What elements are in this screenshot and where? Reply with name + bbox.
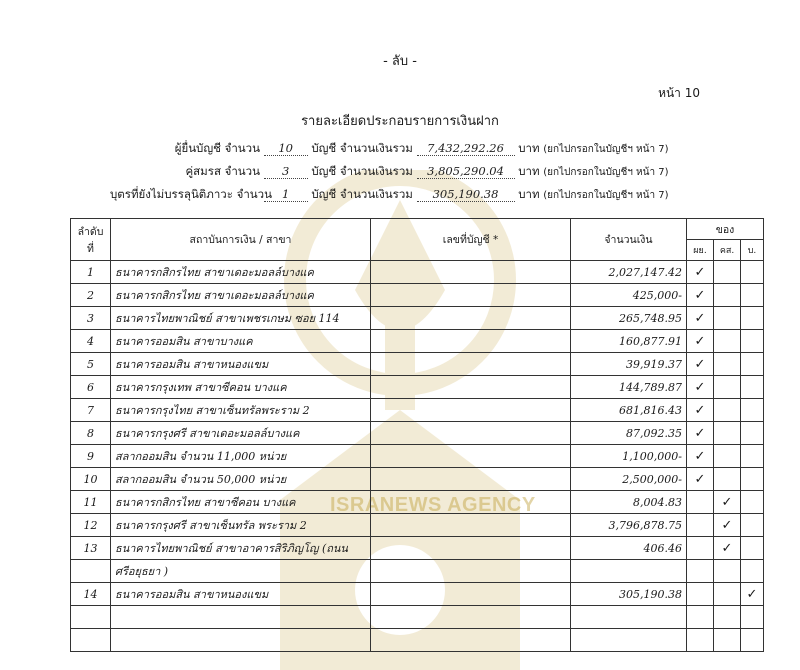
owner-check-cell [714,307,741,330]
row-institution [111,606,371,629]
check-icon: ✓ [694,333,706,349]
summary-line-declarant [110,140,669,158]
row-number: 13 [71,537,111,560]
row-account-number [371,537,571,560]
owner-check-cell [741,422,764,445]
table-row [71,284,764,307]
check-icon: ✓ [694,425,706,441]
check-icon: ✓ [694,287,706,303]
row-number [71,629,111,652]
owner-check-cell [687,353,714,376]
owner-check-cell [687,330,714,353]
owner-check-cell [687,261,714,284]
row-institution: ธนาคารกรุงเทพ สาขาซีคอน บางแค [111,376,371,399]
check-icon: ✓ [694,356,706,372]
row-account-number [371,491,571,514]
owner-check-cell [687,284,714,307]
row-account-number [371,606,571,629]
row-amount: 305,190.38 [571,583,687,606]
owner-check-cell [741,606,764,629]
summary-unit: บัญชี จำนวนเงินรวม [311,141,413,155]
owner-check-cell [714,284,741,307]
owner-check-cell [741,537,764,560]
table-row [71,399,764,422]
owner-check-cell [714,399,741,422]
watermark-text: ISRANEWS AGENCY [330,494,536,516]
row-amount: 39,919.37 [571,353,687,376]
row-number [71,606,111,629]
row-amount: 265,748.95 [571,307,687,330]
row-institution: ธนาคารกสิกรไทย สาขาเดอะมอลล์บางแค [111,261,371,284]
owner-check-cell [687,537,714,560]
check-icon: ✓ [721,517,733,533]
owner-check-cell [741,445,764,468]
owner-check-cell [687,307,714,330]
owner-check-cell [687,376,714,399]
row-account-number [371,376,571,399]
row-number: 12 [71,514,111,537]
summary-currency: บาท [518,187,540,201]
row-institution: ศรีอยุธยา ) [111,560,371,583]
table-row [71,606,764,629]
classification-label: - ลับ - [383,54,417,69]
row-amount [571,629,687,652]
col-header-owner-spouse: คส. [714,240,741,261]
owner-check-cell [687,583,714,606]
owner-check-cell [687,606,714,629]
row-amount [571,606,687,629]
owner-check-cell [687,422,714,445]
row-number: 8 [71,422,111,445]
row-account-number [371,330,571,353]
check-icon: ✓ [694,379,706,395]
owner-check-cell [714,468,741,491]
summary-currency: บาท [518,164,540,178]
table-row [71,422,764,445]
row-account-number [371,422,571,445]
row-institution: สลากออมสิน จำนวน 50,000 หน่วย [111,468,371,491]
owner-check-cell [687,491,714,514]
page-number: หน้า 10 [658,86,700,100]
row-number: 4 [71,330,111,353]
row-number: 5 [71,353,111,376]
owner-check-cell [714,537,741,560]
table-row [71,307,764,330]
owner-check-cell [741,468,764,491]
row-institution: ธนาคารไทยพาณิชย์ สาขาอาคารสิริภิญโญ (ถนน [111,537,371,560]
owner-check-cell [741,307,764,330]
summary-label: คู่สมรส จำนวน [185,164,260,178]
summary-note: (ยกไปกรอกในบัญชีฯ หน้า 7) [543,167,669,178]
row-account-number [371,353,571,376]
owner-check-cell [714,583,741,606]
owner-check-cell [741,583,764,606]
row-number: 2 [71,284,111,307]
row-number: 14 [71,583,111,606]
row-amount: 2,027,147.42 [571,261,687,284]
row-amount: 425,000- [571,284,687,307]
col-header-no: ลำดับ ที่ [71,219,111,261]
owner-check-cell [687,629,714,652]
row-number: 3 [71,307,111,330]
summary-count: 3 [264,164,308,179]
owner-check-cell [741,284,764,307]
owner-check-cell [714,445,741,468]
summary-label: ผู้ยื่นบัญชี จำนวน [174,141,260,155]
owner-check-cell [714,376,741,399]
check-icon: ✓ [694,471,706,487]
row-account-number [371,514,571,537]
table-row [71,491,764,514]
row-institution: สลากออมสิน จำนวน 11,000 หน่วย [111,445,371,468]
row-number: 7 [71,399,111,422]
owner-check-cell [687,399,714,422]
owner-check-cell [741,491,764,514]
owner-check-cell [741,330,764,353]
owner-check-cell [741,353,764,376]
col-header-institution: สถาบันการเงิน / สาขา [111,219,371,261]
owner-check-cell [714,353,741,376]
summary-unit: บัญชี จำนวนเงินรวม [311,164,413,178]
row-amount: 1,100,000- [571,445,687,468]
row-account-number [371,629,571,652]
table-row [71,629,764,652]
summary-total: 7,432,292.26 [417,141,515,156]
summary-currency: บาท [518,141,540,155]
row-amount [571,560,687,583]
row-institution: ธนาคารกรุงศรี สาขาเซ็นทรัล พระราม 2 [111,514,371,537]
row-number: 9 [71,445,111,468]
owner-check-cell [714,629,741,652]
owner-check-cell [687,468,714,491]
owner-check-cell [714,560,741,583]
row-institution: ธนาคารออมสิน สาขาหนองแขม [111,353,371,376]
owner-check-cell [714,330,741,353]
row-number: 1 [71,261,111,284]
table-row [71,583,764,606]
table-row [71,261,764,284]
row-account-number [371,261,571,284]
check-icon: ✓ [694,402,706,418]
row-account-number [371,583,571,606]
check-icon: ✓ [694,448,706,464]
col-header-account: เลขที่บัญชี * [371,219,571,261]
owner-check-cell [714,491,741,514]
table-row [71,445,764,468]
owner-check-cell [741,629,764,652]
row-account-number [371,445,571,468]
owner-check-cell [741,261,764,284]
row-institution: ธนาคารไทยพาณิชย์ สาขาเพชรเกษม ซอย 114 [111,307,371,330]
owner-check-cell [741,514,764,537]
row-institution: ธนาคารกรุงศรี สาขาเดอะมอลล์บางแค [111,422,371,445]
row-institution: ธนาคารออมสิน สาขาบางแค [111,330,371,353]
check-icon: ✓ [746,586,758,602]
owner-check-cell [741,376,764,399]
owner-check-cell [714,606,741,629]
row-amount: 406.46 [571,537,687,560]
summary-label: บุตรที่ยังไม่บรรลุนิติภาวะ จำนวน [110,187,272,201]
row-institution: ธนาคารกรุงไทย สาขาเซ็นทรัลพระราม 2 [111,399,371,422]
owner-check-cell [714,261,741,284]
row-amount: 2,500,000- [571,468,687,491]
deposits-table [70,218,764,652]
col-header-owner-declarant: ผย. [687,240,714,261]
check-icon: ✓ [721,540,733,556]
check-icon: ✓ [721,494,733,510]
check-icon: ✓ [694,310,706,326]
owner-check-cell [687,514,714,537]
row-institution: ธนาคารกสิกรไทย สาขาซีคอน บางแค [111,491,371,514]
table-row [71,560,764,583]
owner-check-cell [714,514,741,537]
owner-check-cell [741,560,764,583]
row-account-number [371,284,571,307]
row-account-number [371,307,571,330]
page-title: รายละเอียดประกอบรายการเงินฝาก [301,114,499,129]
summary-note: (ยกไปกรอกในบัญชีฯ หน้า 7) [543,190,669,201]
owner-check-cell [687,445,714,468]
summary-note: (ยกไปกรอกในบัญชีฯ หน้า 7) [543,144,669,155]
row-institution: ธนาคารออมสิน สาขาหนองแขม [111,583,371,606]
check-icon: ✓ [694,264,706,280]
table-row [71,376,764,399]
row-account-number [371,399,571,422]
row-number: 11 [71,491,111,514]
col-header-amount: จำนวนเงิน [571,219,687,261]
summary-total: 305,190.38 [417,187,515,202]
summary-count: 10 [264,141,308,156]
table-row [71,468,764,491]
row-amount: 144,789.87 [571,376,687,399]
summary-total: 3,805,290.04 [417,164,515,179]
owner-check-cell [714,422,741,445]
table-row [71,330,764,353]
row-account-number [371,468,571,491]
row-amount: 8,004.83 [571,491,687,514]
row-institution [111,629,371,652]
table-row [71,514,764,537]
table-row [71,537,764,560]
deposits-table-body [71,261,764,652]
summary-line-spouse [110,163,669,181]
table-row [71,353,764,376]
summary-count: 1 [264,187,308,202]
row-amount: 160,877.91 [571,330,687,353]
row-amount: 87,092.35 [571,422,687,445]
owner-check-cell [687,560,714,583]
row-account-number [371,560,571,583]
owner-check-cell [741,399,764,422]
summary-unit: บัญชี จำนวนเงินรวม [311,187,413,201]
row-amount: 681,816.43 [571,399,687,422]
row-amount: 3,796,878.75 [571,514,687,537]
row-number: 10 [71,468,111,491]
row-number [71,560,111,583]
row-institution: ธนาคารกสิกรไทย สาขาเดอะมอลล์บางแค [111,284,371,307]
col-header-owner-child: บ. [741,240,764,261]
row-number: 6 [71,376,111,399]
summary-line-child [110,186,669,204]
col-header-owner: ของ [687,219,764,240]
